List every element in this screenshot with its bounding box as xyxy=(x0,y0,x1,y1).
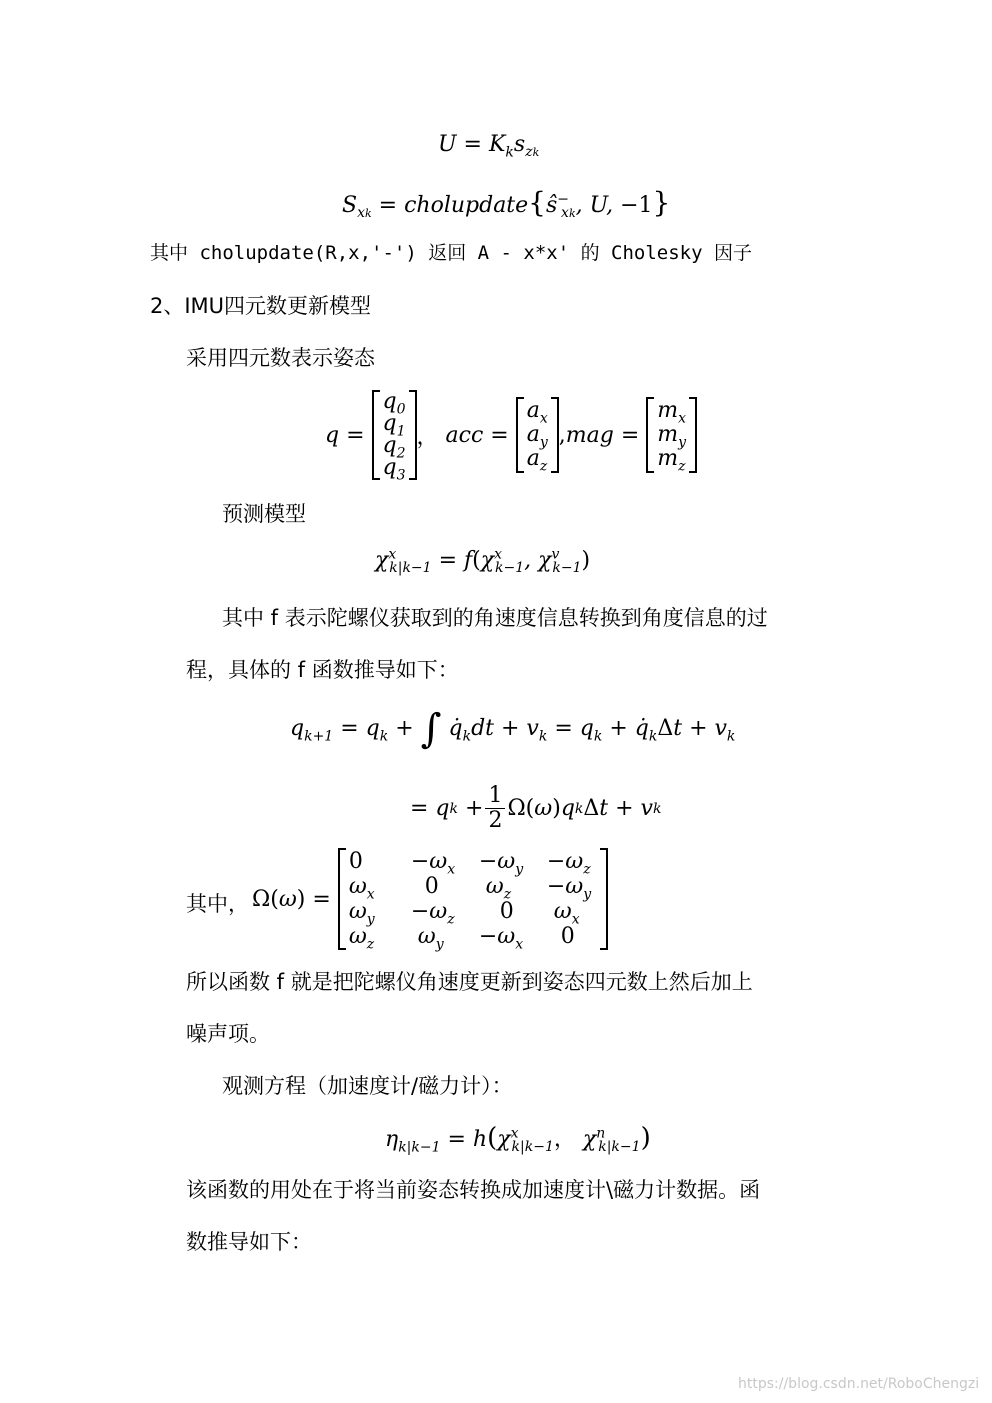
paragraph-f-desc-1: 其中 f 表示陀螺仪获取到的角速度信息转换到角度信息的过 xyxy=(222,606,768,630)
matrix-acc: $a_x$ $a_y$ $a_z$ xyxy=(516,397,559,473)
equation-u: $U = K_ks_{zk}$ xyxy=(438,132,540,161)
equation-vectors: q = $q_0$ $q_1$ $q_2$ $q_3$ ， acc = $a_x$ $a_y$ $a_z$ , mag = $m_x$ $m_y$ $m_z$ xyxy=(325,390,697,480)
omega-prefix: 其中， xyxy=(186,892,249,916)
watermark: https://blog.csdn.net/RoboChengzi xyxy=(738,1376,980,1392)
equation-q-update-2: = q k + $\frac{1}{2}$ Ω( ω ) q k Δ t + v k xyxy=(410,783,662,833)
cholupdate-note: 其中 cholupdate(R,x,'-') 返回 A - x*x' 的 Cholesky 因子 xyxy=(150,242,752,264)
paragraph-f-summary-2: 噪声项。 xyxy=(186,1022,270,1046)
section-heading: 2、IMU四元数更新模型 xyxy=(150,294,372,318)
equation-observation: $\eta_{k|k-1}$ = $ℎ(\chi^x_{k|k-1}$， $\chi^n_{k|k-1}$) xyxy=(385,1123,651,1156)
paragraph-h-desc-2: 数推导如下： xyxy=(186,1230,312,1254)
paragraph-predict-model: 预测模型 xyxy=(222,502,306,526)
paragraph-quaternion: 采用四元数表示姿态 xyxy=(186,346,375,370)
paragraph-f-desc-2: 程，具体的 f 函数推导如下： xyxy=(186,658,459,682)
equation-cholupdate: $S_{xk}$ = $cholupdate\{ŝ^-_{xk}$, U, −1} xyxy=(342,186,671,222)
matrix-q: $q_0$ $q_1$ $q_2$ $q_3$ xyxy=(372,390,417,480)
paragraph-f-summary-1: 所以函数 f 就是把陀螺仪角速度更新到姿态四元数上然后加上 xyxy=(186,970,753,994)
paragraph-observation: 观测方程（加速度计/磁力计）： xyxy=(222,1074,513,1098)
paragraph-h-desc-1: 该函数的用处在于将当前姿态转换成加速度计\磁力计数据。函 xyxy=(186,1178,761,1202)
equation-q-update: $q_{k+1} = q_k$ + ∫ $q̇_kdt + v_k = q_k$ + $q̇_k\Delta t + v_k$ xyxy=(290,706,736,752)
matrix-omega: 0 $-\omega_x$ $-\omega_y$ $-\omega_z$ $\omega_x$ 0 $\omega_z$ $-\omega_y$ $\omega_y$ $-\omega_z$ 0 $\omega_x$ $\omega_z$ $\omega_y$ $-\omega_x$ 0 xyxy=(338,848,608,950)
equation-prediction: $\chi^x_{k|k-1} = f(\chi^x_{k-1}$, $\chi^v_{k-1}$) xyxy=(375,546,591,577)
matrix-mag: $m_x$ $m_y$ $m_z$ xyxy=(646,397,697,473)
equation-omega: Ω( ω ) = 0 $-\omega_x$ $-\omega_y$ $-\omega_z$ $\omega_x$ 0 $\omega_z$ $-\omega_y$ $\omega_y$ $-\omega_z$ 0 $\omega_x$ $\omega_z$ $\omega_y$ $-\omega_x$ 0 xyxy=(252,848,608,950)
